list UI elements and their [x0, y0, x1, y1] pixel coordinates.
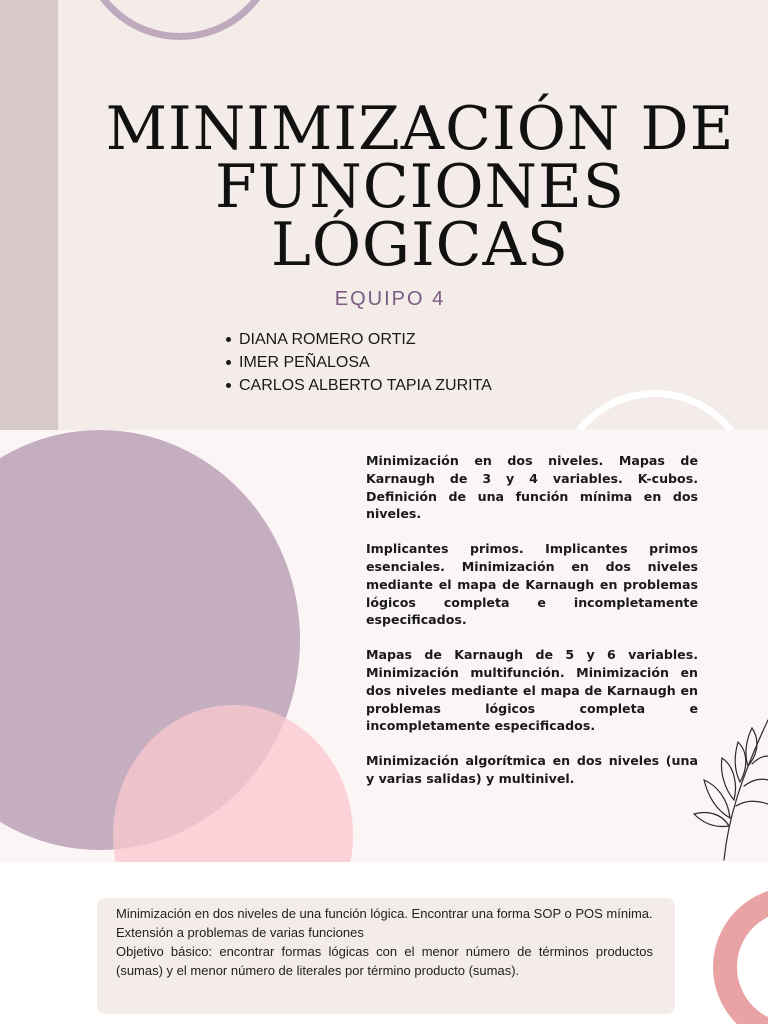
title-line: LÓGICAS	[270, 210, 569, 280]
team-label: EQUIPO 4	[334, 288, 446, 310]
bullet-icon	[226, 337, 231, 342]
member-name: DIANA ROMERO ORTIZ	[239, 331, 416, 348]
bullet-icon	[226, 383, 231, 388]
ring-decoration-top	[80, 0, 280, 40]
topic-paragraph: Minimización en dos niveles. Mapas de Karnaugh de 3 y 4 variables. K-cubos. Definición de una función mínima en dos niveles.	[366, 453, 698, 522]
member-list	[226, 328, 492, 397]
objective-line: Objetivo básico: encontrar formas lógicas con el menor número de términos productos (sumas) y el menor número de literales por término producto (sumas).	[116, 944, 653, 978]
objective-line: Extensión a problemas de varias funciones	[116, 925, 364, 940]
topic-paragraph: Mapas de Karnaugh de 5 y 6 variables. Minimización multifunción. Minimización en dos niveles mediante el mapa de Karnaugh en problemas lógicos completa e incompletamente especificados.	[366, 647, 698, 734]
ring-decoration-white	[555, 390, 755, 430]
ring-decoration-pink	[713, 887, 768, 1024]
title-line: MINIMIZACIÓN DE	[105, 94, 735, 164]
topics-section	[0, 430, 768, 862]
member-item	[226, 351, 492, 374]
objective-section	[0, 862, 768, 1024]
member-item	[226, 374, 492, 397]
member-name: IMER PEÑALOSA	[239, 354, 370, 371]
side-band-decoration	[0, 0, 58, 430]
title-line: FUNCIONES	[215, 152, 625, 222]
leaf-branch-icon	[690, 700, 768, 862]
bullet-icon	[226, 360, 231, 365]
objective-box	[97, 898, 675, 1014]
topics-text	[366, 452, 698, 805]
objective-line: Minimización en dos niveles de una función lógica. Encontrar una forma SOP o POS mínima.	[116, 906, 653, 921]
cover-section	[0, 0, 768, 430]
topic-paragraph: Minimización algorítmica en dos niveles (una y varias salidas) y multinivel.	[366, 753, 698, 786]
page-title	[100, 94, 740, 280]
member-item	[226, 328, 492, 351]
objective-text	[116, 904, 653, 980]
member-name: CARLOS ALBERTO TAPIA ZURITA	[239, 377, 492, 394]
topic-paragraph: Implicantes primos. Implicantes primos esenciales. Minimización en dos niveles mediante el mapa de Karnaugh en problemas lógicos completa e incompletamente especificados.	[366, 541, 698, 628]
